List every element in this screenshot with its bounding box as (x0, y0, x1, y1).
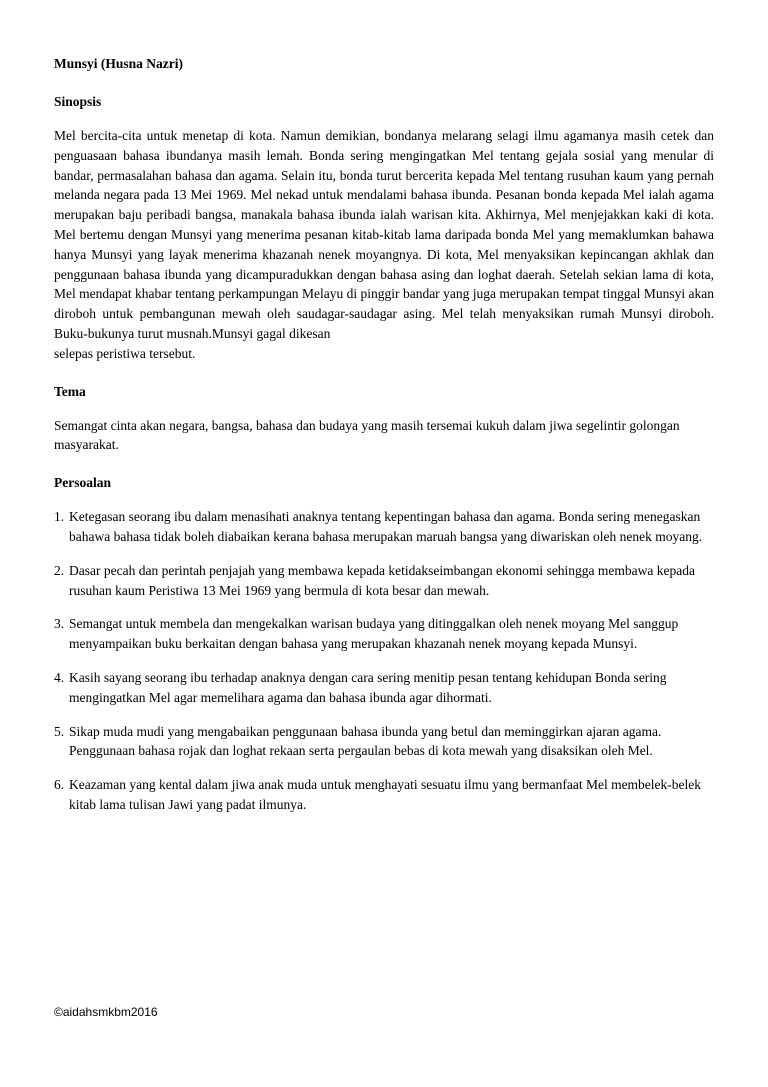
persoalan-heading: Persoalan (54, 475, 111, 491)
list-item-number: 3. (54, 616, 65, 632)
list-item (54, 614, 714, 654)
list-item (54, 561, 714, 601)
list-item-number: 1. (54, 509, 65, 525)
list-item (54, 775, 714, 815)
list-item-text: Kasih sayang seorang ibu terhadap anaknya dengan cara sering menitip pesan tentang kehidupan Bonda sering mengingatkan Mel agar memelihara agama dan bahasa ibunda agar dihormati. (69, 669, 667, 705)
sinopsis-heading: Sinopsis (54, 94, 102, 109)
list-item-text: Semangat untuk membela dan mengekalkan warisan budaya yang ditinggalkan oleh nenek moyang Mel sanggup menyampaikan buku berkaitan dengan bahasa yang merupakan khazanah nenek moyang kepada Munsyi. (69, 616, 679, 652)
list-item (54, 668, 714, 708)
list-item-number: 4. (54, 669, 65, 685)
sinopsis-paragraph (54, 126, 714, 364)
document-title: Munsyi (Husna Nazri) (54, 56, 184, 71)
list-item-number: 6. (54, 777, 65, 793)
tema-heading: Tema (54, 383, 86, 399)
footer-copyright: ©aidahsmkbm2016 (54, 1005, 158, 1019)
list-item-number: 5. (54, 723, 65, 739)
list-item-number: 2. (54, 562, 65, 578)
sinopsis-body: Mel bercita-cita untuk menetap di kota. Namun demikian, bondanya melarang selagi ilmu agamanya masih cetek dan penguasaan bahasa ibundanya masih lemah. Bonda sering mengingatkan Mel tentang gejala sosial yang menular di bandar, permasalahan bahasa dan agama. Selain itu, bonda turut bercerita kepada Mel tentang rusuhan kaum yang pernah melanda negara pada 13 Mei 1969. Mel nekad untuk mendalami bahasa ibunda. Pesanan bonda kepada Mel ialah agama merupakan baju peribadi bangsa, manakala bahasa ibunda ialah warisan kita. Akhirnya, Mel menjejakkan kaki di kota. Mel bertemu dengan Munsyi yang menerima pesanan kitab-kitab lama daripada bonda Mel yang memaklumkan bahawa hanya Munsyi yang layak menerima khazanah nenek moyangnya. Di kota, Mel menyaksikan kepincangan akhlak dan penggunaan bahasa ibunda yang dicampuradukkan dengan bahasa asing dan loghat daerah. Setelah sekian lama di kota, Mel mendapat khabar tentang perkampungan Melayu di pinggir bandar yang juga merupakan tempat tinggal Munsyi akan diroboh untuk pembangunan mewah oleh saudagar-saudagar asing. Mel telah menyaksikan rumah Munsyi diroboh. Buku-bukunya turut musnah.Munsyi gagal dikesan (54, 128, 714, 341)
tema-paragraph: Semangat cinta akan negara, bangsa, bahasa dan budaya yang masih tersemai kukuh dalam jiwa segelintir golongan masyarakat. (54, 417, 680, 453)
document-page (54, 50, 714, 829)
sinopsis-last-line: selepas peristiwa tersebut. (54, 345, 196, 361)
list-item (54, 507, 714, 547)
list-item-text: Keazaman yang kental dalam jiwa anak muda untuk menghayati sesuatu ilmu yang bermanfaat Mel membelek-belek kitab lama tulisan Jawi yang padat ilmunya. (69, 777, 702, 812)
list-item-text: Sikap muda mudi yang mengabaikan penggunaan bahasa ibunda yang betul dan meminggirkan ajaran agama. Penggunaan bahasa rojak dan loghat rekaan serta pergaulan bebas di kota mewah yang disaksikan oleh Mel. (69, 723, 662, 759)
list-item-text: Dasar pecah dan perintah penjajah yang membawa kepada ketidakseimbangan ekonomi sehingga membawa kepada rusuhan kaum Peristiwa 13 Mei 1969 yang bermula di kota besar dan mewah. (69, 562, 696, 598)
list-item-text: Ketegasan seorang ibu dalam menasihati anaknya tentang kepentingan bahasa dan agama. Bonda sering menegaskan bahawa bahasa tidak boleh diabaikan kerana bahasa merupakan maruah bangsa yang diwariskan oleh nenek moyang. (69, 509, 703, 544)
persoalan-list (54, 507, 714, 815)
list-item (54, 722, 714, 762)
